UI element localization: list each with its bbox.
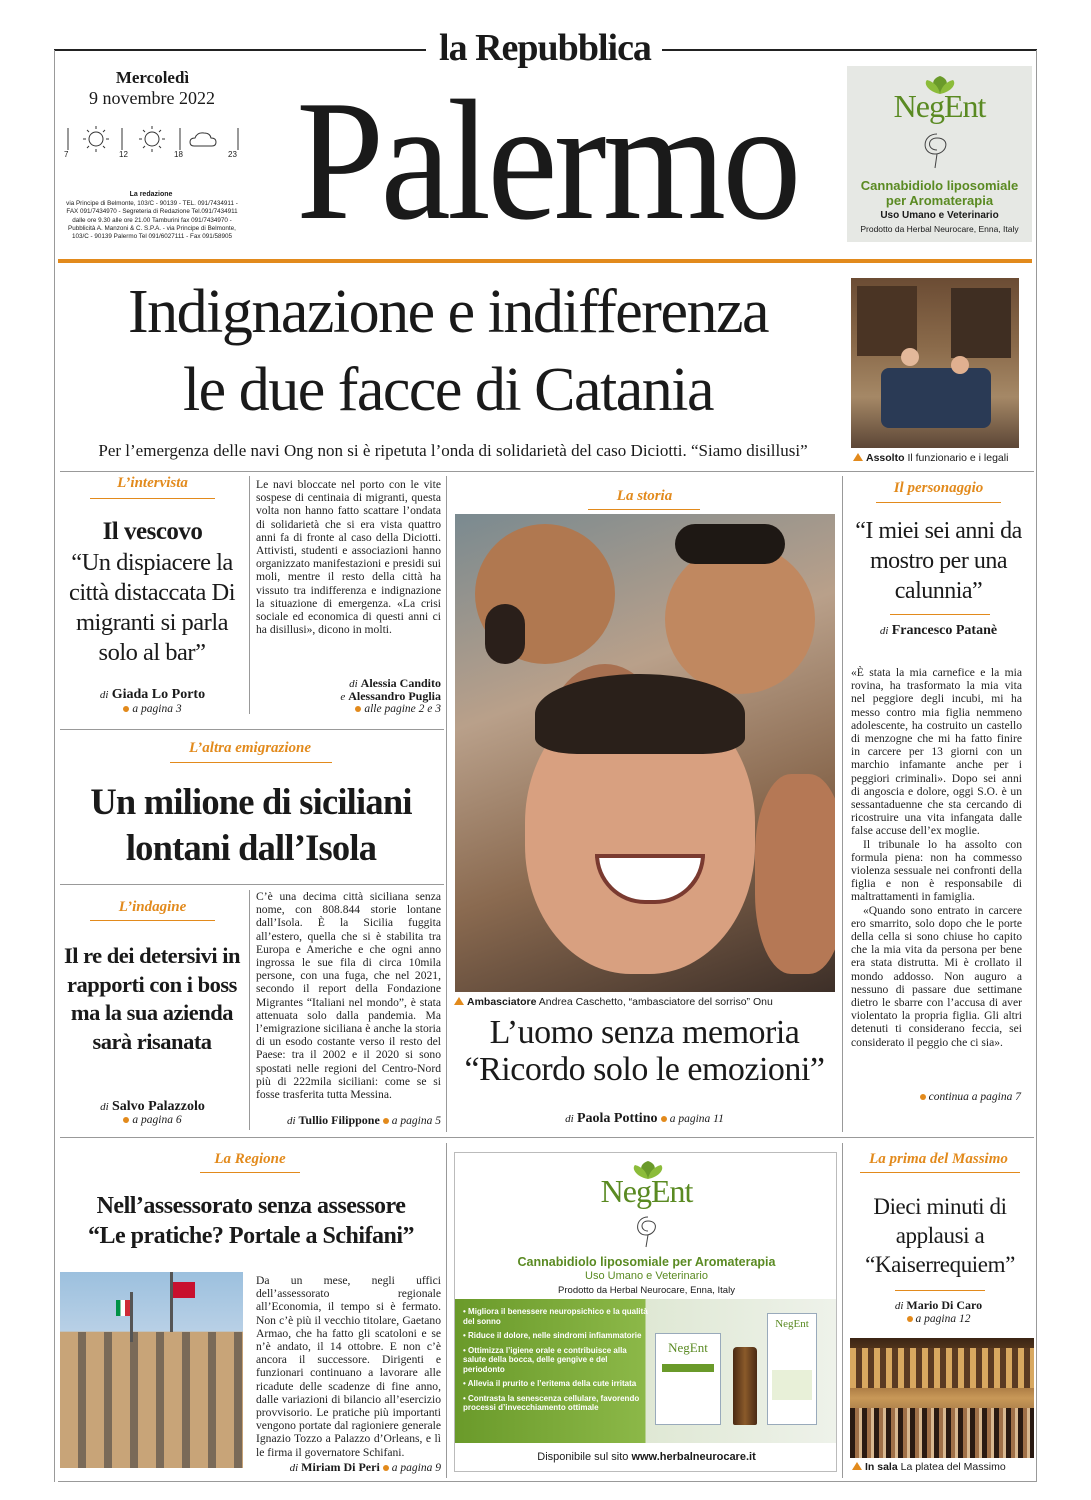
massimo-title[interactable]: Dieci minuti di applausi a “Kaiserrequiem” — [865, 1194, 1015, 1277]
indagine-page[interactable]: a pagina 6 — [60, 1114, 245, 1126]
intervista-page[interactable]: a pagina 3 — [60, 703, 245, 715]
regione-title-2[interactable]: “Le pratiche? Portale a Schifani” — [87, 1223, 415, 1249]
indagine-byline: di Salvo Palazzolo — [100, 1099, 205, 1114]
emigrazione-title-2[interactable]: lontani dall’Isola — [125, 827, 377, 868]
weather-strip — [64, 124, 244, 160]
ad-line1: Cannabidiolo liposomiale — [860, 178, 1019, 193]
ad-line3: Uso Umano e Veterinario — [880, 210, 999, 221]
intervista-title-bold[interactable]: Il vescovo — [102, 518, 203, 545]
ad-bottom-line3: Prodotto da Herbal Neurocare, Enna, Italy — [558, 1285, 735, 1296]
office-photo-caption: Assolto Il funzionario e i legali — [853, 452, 1033, 464]
product-box: NegEnt — [655, 1333, 721, 1425]
brand-logo: la Repubblica — [439, 27, 651, 69]
massimo-page[interactable]: a pagina 12 — [846, 1313, 1031, 1325]
weather-temp: 18 — [174, 150, 183, 159]
emigrazione-byline: di Tullio Filippone a pagina 5 — [286, 1113, 441, 1127]
intervista-kicker: L’intervista — [117, 475, 188, 491]
theatre-caption: In sala La platea del Massimo — [852, 1461, 1037, 1473]
regione-kicker: La Regione — [214, 1151, 286, 1167]
main-subhead: Per l’emergenza delle navi Ong non si è ripetuta l’onda di solidarietà del caso Diciotti. “Siamo disillusi” — [98, 441, 808, 460]
edition-day: Mercoledì — [115, 68, 190, 87]
ad-top[interactable] — [847, 66, 1032, 242]
ad-bottom-bullets: • Migliora il benessere neuropsichico e la qualità del sonno • Riduce il dolore, nelle sindromi infiammatorie • Ottimizza l’igiene orale e contribuisce alla salute della bocca, delle gengive e del periodonto • Allevia il prurito e l’eritema della cute irritata • Contrasta la senescenza cellulare, favorendo processi d’invecchiamento ottimale — [463, 1307, 648, 1412]
weather-temp: 7 — [64, 150, 69, 159]
catania-body: Le navi bloccate nel porto con le vite sospese di centinaia di migranti, questa volta non hanno fatto scattare l’ondata di solidarietà che si era vista quattro anni fa di fronte al caso della Diciotti. Attivisti, studenti e associazioni hanno organizzato manifestazioni e presidi sui moli, mentre il resto della città ha vissuto tra indifferenza e indignazione la situazione di emergenza. «La crisi sociale ed economica di questi anni ci ha disillusi», dicono in molti. — [256, 478, 441, 637]
main-headline-1[interactable]: Indignazione e indifferenza — [127, 278, 769, 346]
catania-byline-1: di Alessia Candito — [349, 676, 441, 690]
product-box-2: NegEnt — [767, 1313, 817, 1425]
storia-kicker: La storia — [616, 488, 673, 504]
ad-bottom-line2: Uso Umano e Veterinario — [585, 1270, 708, 1282]
regione-title-1[interactable]: Nell’assessorato senza assessore — [96, 1193, 406, 1219]
office-photo — [851, 278, 1019, 448]
product-bottle — [733, 1347, 757, 1425]
personaggio-body: «È stata la mia carnefice e la mia rovina, ha trasformato la mia vita nel peggiore degli incubi, mi ha messo contro mia figlia nemmeno adolescente, ha costruito un castello di menzogne che mi ha fatto finire in carcere per 13 giorni con un marchio infamante anche per i peggiori criminali». Dopo sei anni di angoscia e dolore, oggi S.O. è un sessantaduenne che sta cercando di ricostruire una vita infangata dalle false accuse dell’ex moglie. Il tribunale lo ha assolto con formula piena: non ha commesso violenza sessuale nei confronti della figlia e non è responsabile di maltrattamenti in famiglia. «Quando sono entrato in carcere ero smarrito, solo dopo che le porte della cella si sono chiuse ho capito che la mia vita da persona per bene era stata distrutta. Mi è crollato il mondo addosso. Non auguro a nessuno di passare due settimane dietro le sbarre con l’accusa di aver violentato la propria figlia. Gli altri detenuti ti considerano feccia, sei considerato il peggio che ci sia». — [851, 666, 1022, 1049]
ad-line4: Prodotto da Herbal Neurocare, Enna, Italy — [860, 224, 1019, 234]
emigrazione-body: C’è una decima città siciliana senza nome, con 808.844 storie lontane dall’Isola. È la Sicilia fuggita all’estero, quella che si è stabilita tra Europa e Americhe e che ogni anno ingrossa le sue fila di circa 10mila persone, con una fuga, che nel 2021, secondo il report della Fondazione Migrantes “Italiani nel mondo”, è stata attenuata solo dalla pandemia. Ma l’emigrazione siciliana è anche la storia di un esodo costante verso il resto del Paese: tra il 2002 e il 2020 si sono spostati nelle regioni del Centro-Nord più di 222mila siciliani: come se si fosse trasferita tutta Messina. — [256, 890, 441, 1102]
storia-byline: di Paola Pottino a pagina 11 — [565, 1111, 724, 1126]
redazione-text: via Principe di Belmonte, 103/C - 90139 - TEL. 091/7434911 - FAX 091/7434970 - Segreteria di Redazione Tel.091/7434911 dalle ore 9.30 alle ore 21.00 Tamburini fax 091/7434970 - Pubblicità A. Manzoni & C. S.P.A. - via Principe di Belmonte, 103/C - 90139 Palermo Tel 091/6027111 - Fax 091/58905 — [66, 200, 238, 241]
intervista-title[interactable]: “Un dispiacere la città distaccata Di migranti si parla solo al bar” — [69, 549, 235, 666]
storia-title-2[interactable]: “Ricordo solo le emozioni” — [464, 1051, 825, 1088]
emigrazione-kicker: L’altra emigrazione — [188, 740, 312, 756]
catania-page[interactable]: alle pagine 2 e 3 — [256, 703, 441, 715]
redazione-title: La redazione — [129, 191, 173, 198]
weather-temp: 12 — [119, 150, 128, 159]
massimo-byline: di Mario Di Caro — [894, 1298, 983, 1312]
weather-icons — [64, 124, 244, 160]
personaggio-title[interactable]: “I miei sei anni da mostro per una calunnia” — [855, 518, 1022, 604]
emigrazione-title-1[interactable]: Un milione di siciliani — [90, 781, 412, 822]
intervista-byline: di Giada Lo Porto — [99, 687, 206, 702]
regione-byline: di Miriam Di Peri a pagina 9 — [289, 1460, 441, 1474]
ad-bottom-footer[interactable]: Disponibile sul sito www.herbalneurocare.it — [537, 1451, 756, 1463]
ad-line2: per Aromaterapia — [885, 193, 994, 208]
selfie-caption: Ambasciatore Andrea Caschetto, “ambasciatore del sorriso” Onu — [454, 996, 844, 1008]
palazzo-photo — [60, 1272, 243, 1468]
catania-byline-2: e Alessandro Puglia — [340, 689, 441, 703]
weather-temp: 23 — [228, 150, 237, 159]
ad-logo: NegEnt — [893, 88, 986, 124]
ad-bottom-logo: NegEnt — [600, 1173, 693, 1209]
personaggio-byline: di Francesco Patanè — [879, 623, 998, 638]
indagine-title[interactable]: Il re dei detersivi in rapporti con i boss ma la sua azienda sarà risanata — [63, 943, 241, 1054]
edition-date: 9 novembre 2022 — [89, 88, 215, 108]
ad-bottom[interactable] — [454, 1152, 837, 1472]
regione-body: Da un mese, negli uffici dell’assessorato regionale all’Economia, il tempo si è fermato. Non c’è più il vecchio titolare, Gaetano Armao, che ha fatto gli scatoloni e se n’è andato, il 14 ottobre. E non c’è ancora il successore. Dirigenti e funzionari continuano a lavorare alle ricadute delle scadenze di fine anno, dalle variazioni di bilancio all’esercizio provvisorio. Le pratiche più importanti vengono portate dal ragioniere generale Ignazio Tozzo a Palazzo d’Orleans, e lì le firma il governatore Schifani. — [256, 1274, 441, 1459]
storia-title-1[interactable]: L’uomo senza memoria — [489, 1014, 800, 1051]
main-headline-2[interactable]: le due facce di Catania — [182, 356, 714, 424]
ad-bottom-line1: Cannabidiolo liposomiale per Aromaterapia — [517, 1255, 776, 1269]
indagine-kicker: L’indagine — [118, 899, 187, 915]
personaggio-page[interactable]: continua a pagina 7 — [846, 1091, 1021, 1103]
massimo-kicker: La prima del Massimo — [869, 1151, 1008, 1167]
ad-bottom-panel — [455, 1299, 836, 1443]
selfie-photo — [455, 514, 835, 992]
personaggio-kicker: Il personaggio — [893, 480, 984, 496]
brain-icon — [907, 124, 967, 172]
theatre-photo — [850, 1338, 1034, 1458]
city-title: Palermo — [296, 66, 798, 256]
brain-icon — [623, 1211, 673, 1251]
